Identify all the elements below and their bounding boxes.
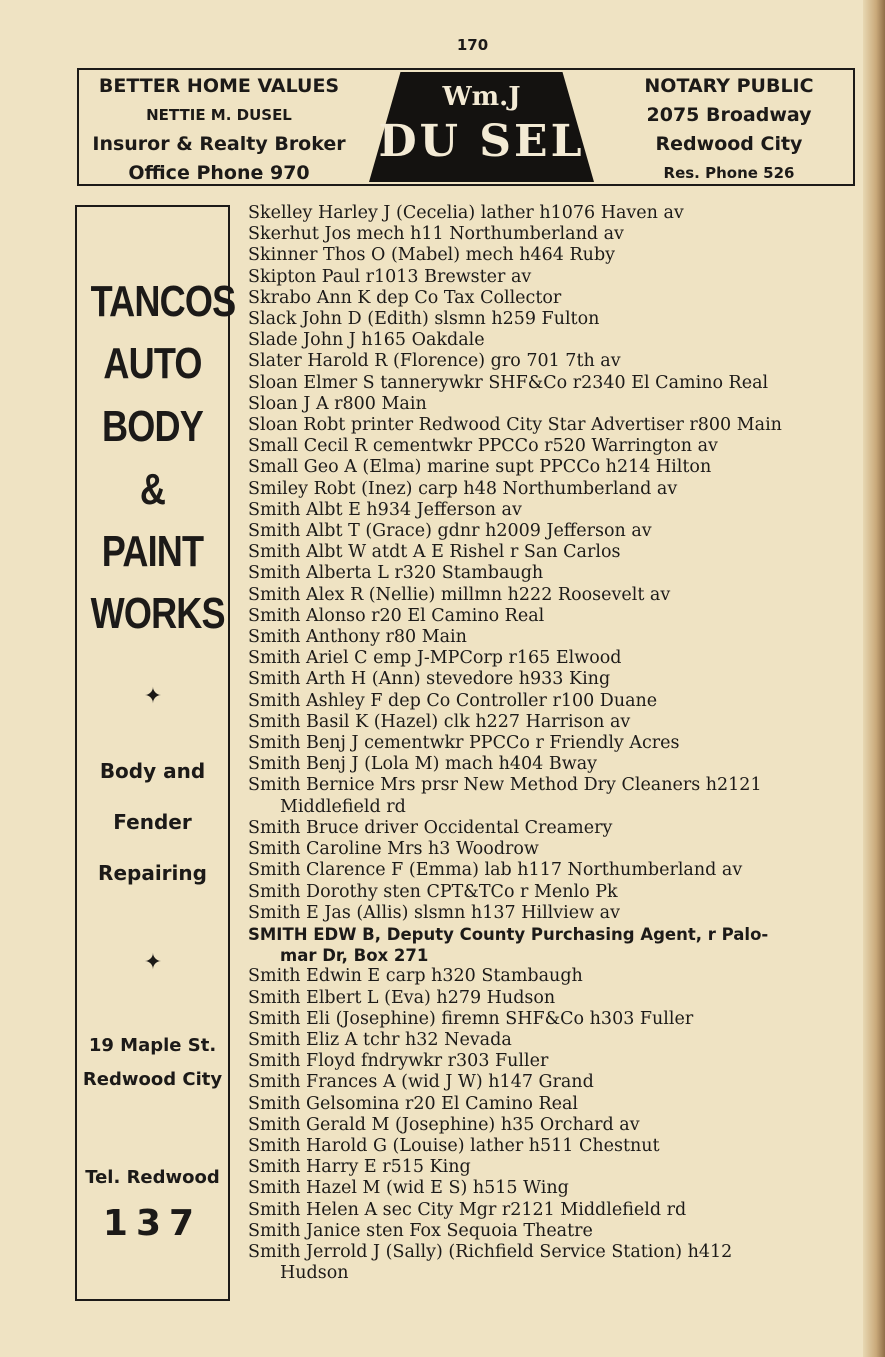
entry-text: SMITH EDW B, Deputy County Purchasing Agent, r Palo- [248,924,769,944]
side-title-line: AUTO [103,339,202,388]
directory-entry [248,775,860,817]
banner-right-line: NOTARY PUBLIC [644,75,814,97]
directory-entry [248,966,860,987]
directory-entry [248,818,860,839]
directory-entry [248,1115,860,1136]
entry-text: Smith Eli (Josephine) firemn SHF&Co h303 Fuller [248,1008,694,1029]
banner-right-line: Res. Phone 526 [663,164,795,182]
directory-entry [248,224,860,245]
entry-text: Slack John D (Edith) slsmn h259 Fulton [248,309,600,330]
directory-entry [248,521,860,542]
side-service-line: Body and [99,759,206,783]
banner-right-line: Redwood City [655,133,803,155]
side-title-line: & [139,465,166,514]
entry-text: Slade John J h165 Oakdale [248,330,485,351]
directory-entry [248,1136,860,1157]
directory-entry [248,330,860,351]
side-title-line: BODY [102,402,203,451]
banner-left-line: BETTER HOME VALUES [98,75,340,97]
entry-text: Smith Ariel C emp J-MPCorp r165 Elwood [248,648,622,669]
entry-continuation: Middlefield rd [280,796,406,817]
side-title-line: TANCOS [90,277,236,326]
entry-text: Sloan Elmer S tannerywkr SHF&Co r2340 El Camino Real [248,372,769,393]
banner-advertisement [77,68,855,186]
entry-text: Smith E Jas (Allis) slsmn h137 Hillview av [248,902,620,923]
page-number: 170 [456,36,489,54]
directory-entry [248,563,860,584]
directory-entry [248,1072,860,1093]
directory-entry [248,839,860,860]
entry-text: Skelley Harley J (Cecelia) lather h1076 Haven av [248,203,684,223]
entry-text: Smith Albt W atdt A E Rishel r San Carlos [248,542,621,563]
entry-text: Smith Gelsomina r20 El Camino Real [248,1093,579,1114]
entry-text: Slater Harold R (Florence) gro 701 7th av [248,351,621,372]
directory-entry [248,479,860,500]
directory-entry [248,691,860,712]
entry-text: Smith Harold G (Louise) lather h511 Chestnut [248,1135,660,1156]
directory-entry [248,1030,860,1051]
directory-entry [248,733,860,754]
directory-entry [248,754,860,775]
directory-entry [248,500,860,521]
directory-entry [248,1178,860,1199]
directory-entry [248,267,860,288]
directory-entry [248,394,860,415]
directory-entry [248,712,860,733]
side-advertisement [75,205,236,1301]
directory-entry [248,309,860,330]
side-tel-number: 137 [102,1203,203,1244]
directory-entry [248,1200,860,1221]
directory-entry [248,988,860,1009]
directory-entry [248,648,860,669]
entry-text: Smith Alex R (Nellie) millmn h222 Roosevelt av [248,584,671,605]
logo-text-top: Wm.J [442,82,521,112]
entry-text: Smith Frances A (wid J W) h147 Grand [248,1072,594,1093]
directory-entry [248,1242,860,1284]
diamond-ornament-icon: ✦ [143,684,163,709]
entry-text: Smith Harry E r515 King [248,1157,471,1178]
logo-text-bottom: DU SEL [378,116,585,167]
entry-text: Smith Benj J (Lola M) mach h404 Bway [248,754,598,775]
directory-entry [248,585,860,606]
directory-entry [248,627,860,648]
entry-text: Smith Floyd fndrywkr r303 Fuller [248,1051,549,1072]
directory-entry [248,606,860,627]
directory-entry [248,669,860,690]
side-service-line: Repairing [98,861,207,885]
entry-text: Smith Bruce driver Occidental Creamery [248,817,613,838]
directory-entry [248,1051,860,1072]
directory-entry [248,903,860,924]
directory-entry [248,1094,860,1115]
side-title-line: PAINT [101,527,204,576]
banner-left-line: Office Phone 970 [128,162,310,184]
side-title-line: WORKS [90,589,225,638]
entry-text: Smiley Robt (Inez) carp h48 Northumberland av [248,478,678,499]
entry-continuation: mar Dr, Box 271 [280,946,429,966]
entry-text: Small Cecil R cementwkr PPCCo r520 Warrington av [248,436,718,457]
entry-text: Small Geo A (Elma) marine supt PPCCo h214 Hilton [248,457,712,478]
entry-text: Smith Albt E h934 Jefferson av [248,499,522,520]
entry-text: Smith Eliz A tchr h32 Nevada [248,1029,512,1050]
entry-text: Smith Alberta L r320 Stambaugh [248,563,544,584]
directory-entry [248,860,860,881]
side-address-line: 19 Maple St. [88,1035,217,1056]
entry-text: Smith Caroline Mrs h3 Woodrow [248,839,539,860]
entry-text: Smith Edwin E carp h320 Stambaugh [248,966,583,987]
entry-text: Smith Basil K (Hazel) clk h227 Harrison av [248,711,631,732]
directory-entry [248,203,860,224]
entry-text: Smith Bernice Mrs prsr New Method Dry Cleaners h2121 [248,775,762,796]
entry-text: Smith Alonso r20 El Camino Real [248,605,545,626]
entry-text: Skrabo Ann K dep Co Tax Collector [248,287,562,308]
side-service-line: Fender [113,810,192,834]
entry-text: Smith Clarence F (Emma) lab h117 Northumberland av [248,860,743,881]
directory-entry [248,351,860,372]
banner-right-block [614,72,844,188]
directory-entry [248,542,860,563]
entry-text: Sloan J A r800 Main [248,393,427,414]
directory-entry [248,882,860,903]
directory-entry [248,436,860,457]
entry-text: Smith Albt T (Grace) gdnr h2009 Jefferson av [248,521,652,542]
entry-text: Skerhut Jos mech h11 Northumberland av [248,224,624,245]
entry-text: Smith Elbert L (Eva) h279 Hudson [248,987,556,1008]
banner-left-line: Insuror & Realty Broker [92,133,346,155]
entry-text: Smith Hazel M (wid E S) h515 Wing [248,1178,569,1199]
directory-entry [248,373,860,394]
banner-right-line: 2075 Broadway [646,104,812,126]
page-edge [863,0,885,1357]
entry-text: Smith Gerald M (Josephine) h35 Orchard av [248,1114,640,1135]
entry-text: Smith Arth H (Ann) stevedore h933 King [248,669,611,690]
entry-text: Smith Dorothy sten CPT&TCo r Menlo Pk [248,881,618,902]
banner-left-line: NETTIE M. DUSEL [146,106,292,124]
entry-text: Smith Ashley F dep Co Controller r100 Duane [248,690,658,711]
directory-listings [248,203,860,1284]
directory-entry [248,245,860,266]
dusel-logo [369,72,594,182]
entry-text: Smith Benj J cementwkr PPCCo r Friendly Acres [248,733,680,754]
entry-text: Smith Jerrold J (Sally) (Richfield Service Station) h412 [248,1241,733,1262]
entry-text: Smith Helen A sec City Mgr r2121 Middlefield rd [248,1199,687,1220]
diamond-ornament-icon: ✦ [143,950,163,975]
directory-entry [248,415,860,436]
side-address-line: Redwood City [82,1069,223,1090]
directory-entry [248,457,860,478]
entry-text: Skinner Thos O (Mabel) mech h464 Ruby [248,245,616,266]
entry-continuation: Hudson [280,1263,349,1284]
side-tel-label: Tel. Redwood [85,1167,220,1188]
directory-entry [248,1221,860,1242]
entry-text: Skipton Paul r1013 Brewster av [248,266,532,287]
entry-text: Smith Janice sten Fox Sequoia Theatre [248,1220,593,1241]
directory-entry [248,924,860,966]
directory-entry [248,1157,860,1178]
banner-left-block [89,72,349,188]
entry-text: Smith Anthony r80 Main [248,627,467,648]
directory-entry [248,1009,860,1030]
entry-text: Sloan Robt printer Redwood City Star Advertiser r800 Main [248,415,782,436]
directory-entry [248,288,860,309]
